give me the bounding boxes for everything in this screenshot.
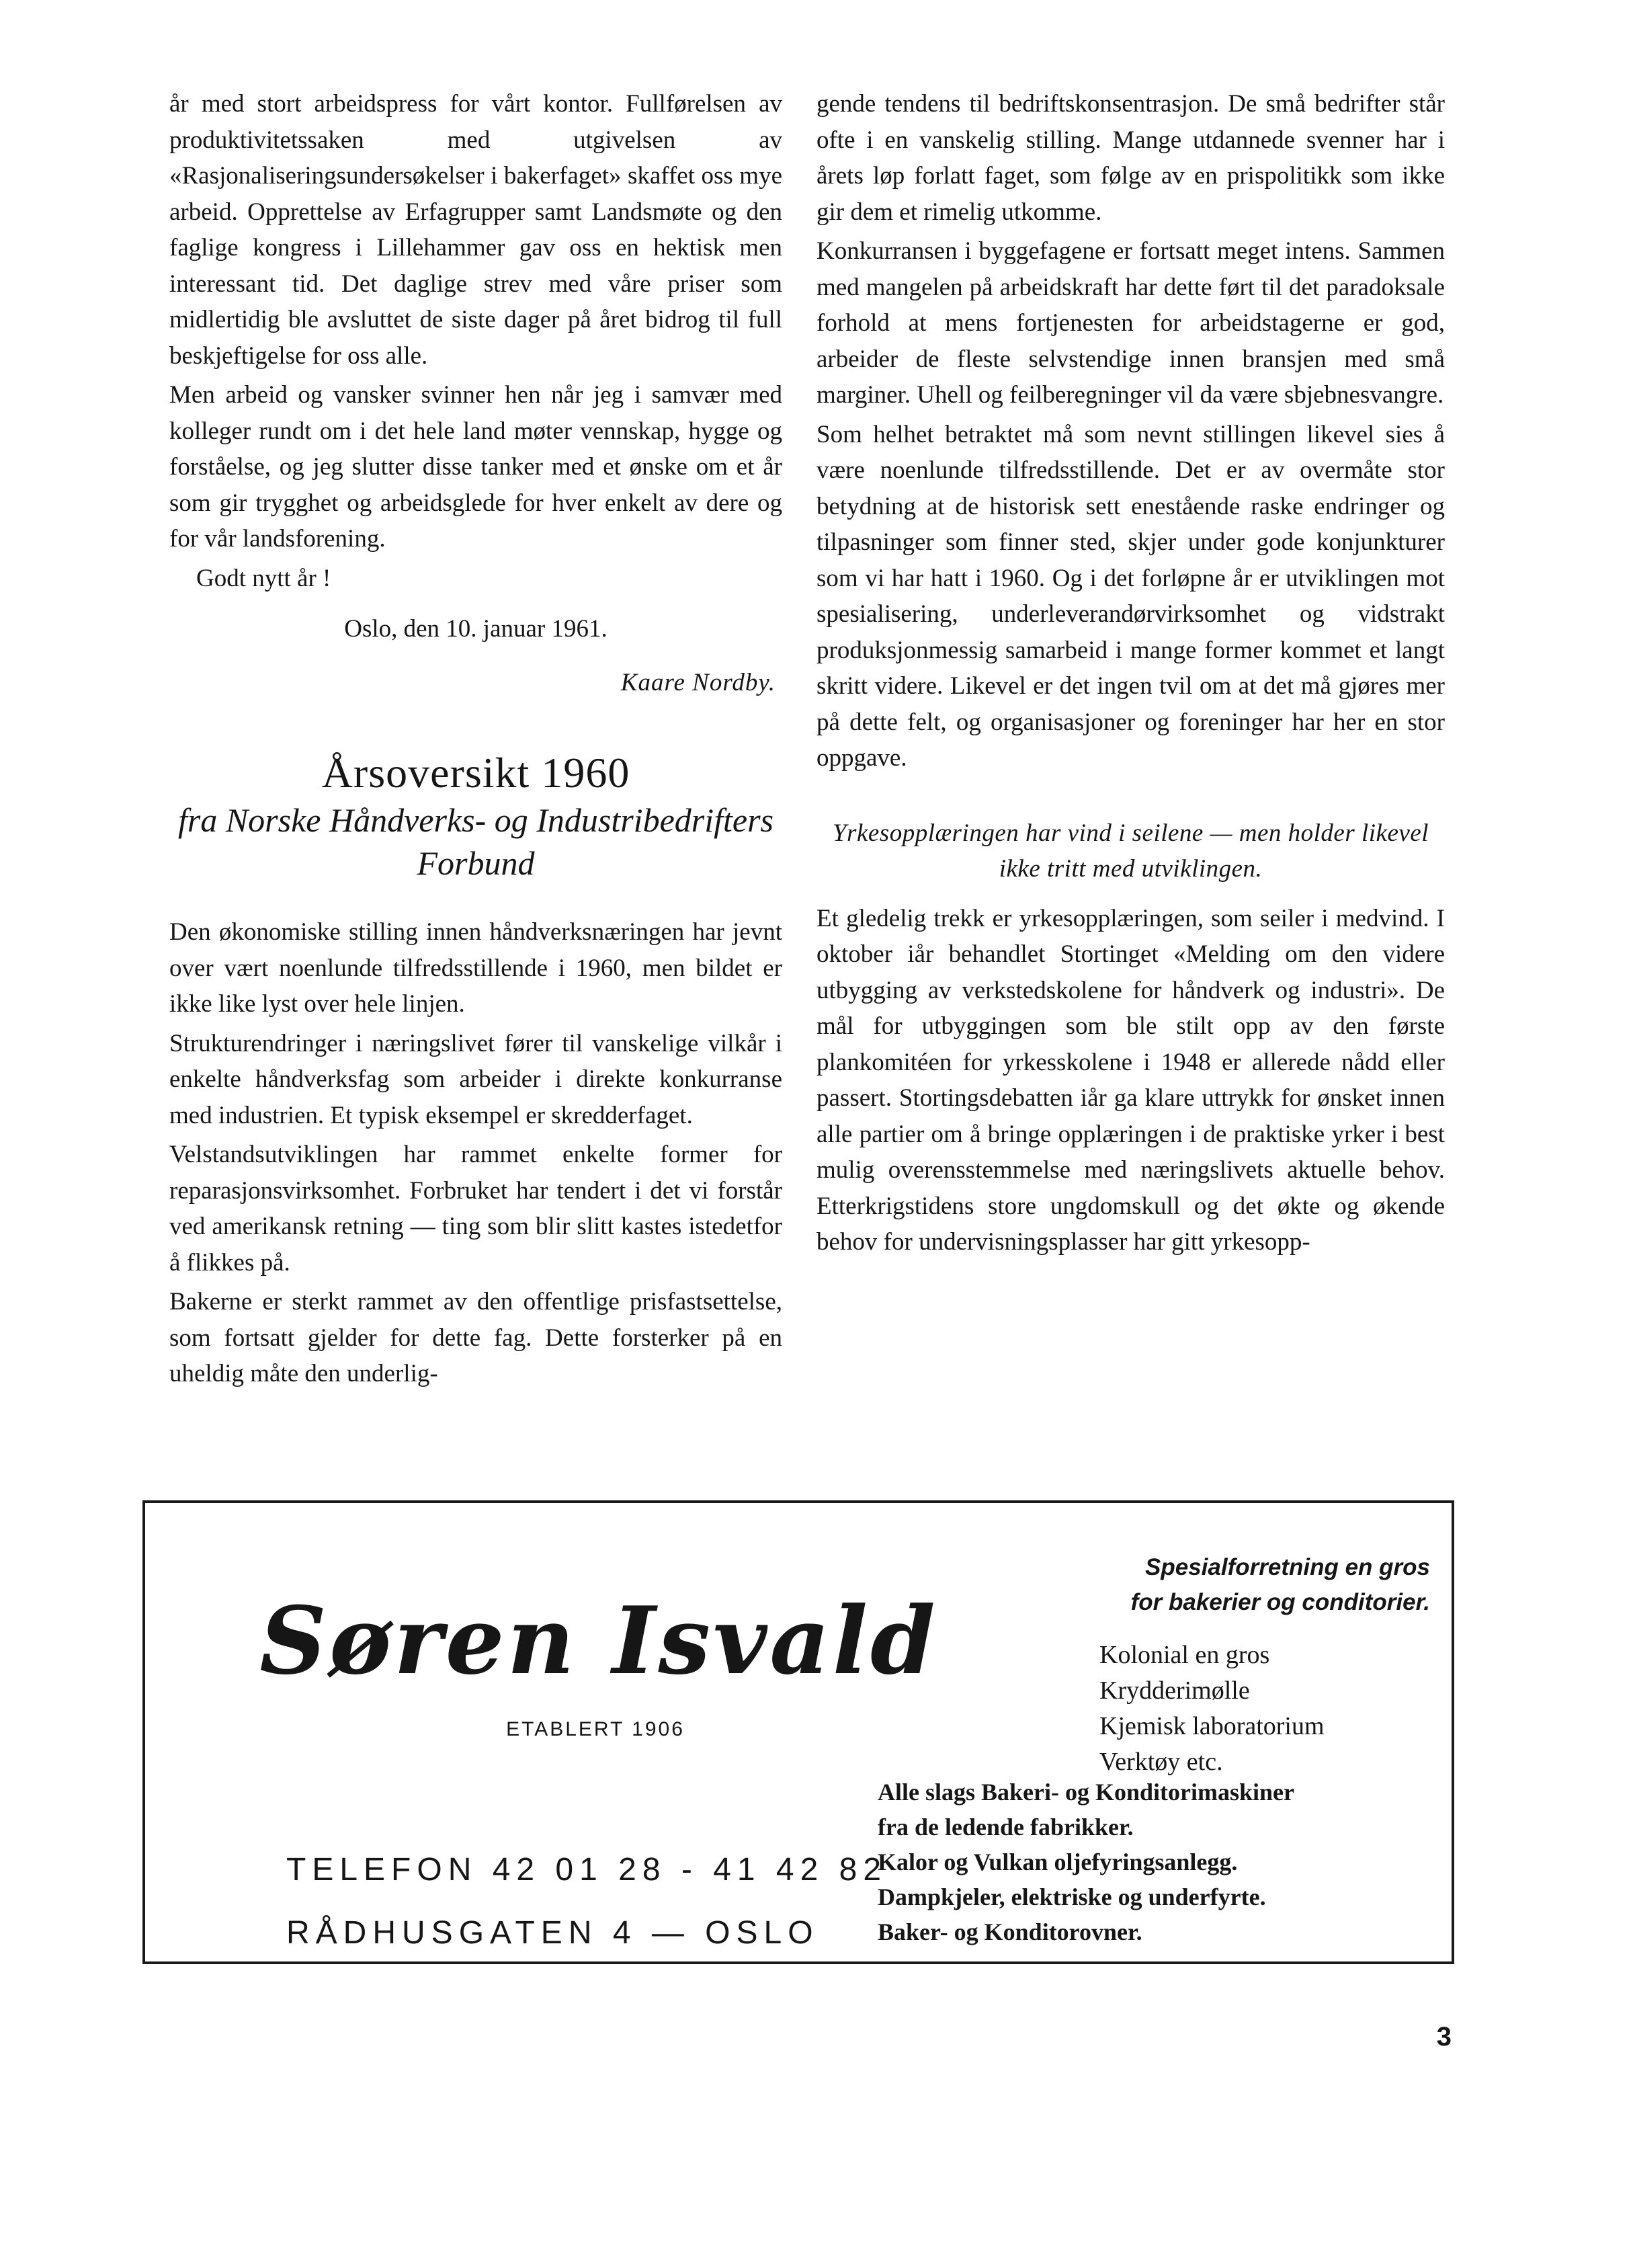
right-paragraph-4: Et gledelig trekk er yrkesopplæringen, som seiler i medvind. I oktober iår behandlet Stortinget «Melding om den videre utbygging av verkstedskolene for håndverk og industri». De mål for utbyggingen som ble stilt opp av den første plankomitéen for yrkesskolene i 1948 er allerede nådd eller passert. Stortingsdebatten iår ga klare uttrykk for ønsket innen alle partier om å bringe opplæringen i de praktiske yrker i best mulig overensstemmelse med næringslivets aktuelle behov. Etterkrigstidens store ungdomskull og det økte og økende behov for undervisningsplasser har gitt yrkesopp- <box>816 904 1445 1256</box>
article-paragraph-3: Velstandsutviklingen har rammet enkelte former for reparasjonsvirksomhet. Forbruket har tendert i det vi forstår ved amerikansk retning — ting som blir slitt kastes istedetfor å flikkes på. <box>169 1141 782 1277</box>
article-heading <box>169 747 782 885</box>
established-label: ETABLERT 1906 <box>506 1718 685 1740</box>
product-item: Kjemisk laboratorium <box>1099 1712 1325 1740</box>
intro-paragraph-2: Men arbeid og vansker svinner hen når jeg i samvær med kolleger rundt om i det hele land møter vennskap, hygge og forståelse, og jeg slutter disse tanker med et ønske om et år som gir trygghet og arbeidsglede for hver enkelt av dere og for vår landsforening. <box>169 381 782 553</box>
product-item: Krydderimølle <box>1099 1676 1250 1705</box>
page-number: 3 <box>1436 2022 1452 2052</box>
signature: Kaare Nordby. <box>620 668 776 696</box>
machinery-item: Dampkjeler, elektriske og underfyrte. <box>878 1884 1266 1910</box>
article-paragraph-1: Den økonomiske stilling innen håndverksnæringen har jevnt over vært noenlunde tilfredsstillende i 1960, men bildet er ikke like lyst over hele linjen. <box>169 918 782 1018</box>
article-paragraph-2: Strukturendringer i næringslivet fører til vanskelige vilkår i enkelte håndverksfag som arbeider i direkte konkurranse med industrien. Et typisk eksempel er skredderfaget. <box>169 1029 782 1129</box>
dateline: Oslo, den 10. januar 1961. <box>344 615 608 643</box>
article-paragraph-4: Bakerne er sterkt rammet av den offentlige prisfastsettelse, som fortsatt gjelder for dette fag. Dette forsterker på en uheldig måte den underlig- <box>169 1288 782 1387</box>
left-column <box>169 86 782 1395</box>
right-paragraph-1: gende tendens til bedriftskonsentrasjon. De små bedrifter står ofte i en vanskelig stilling. Mange utdannede svenner har i årets løp forlatt faget, som følge av en prispolitikk som ikke gir dem et rimelig utkomme. <box>816 90 1445 226</box>
advertisement-box <box>142 1500 1454 1964</box>
machinery-item: Baker- og Konditorovner. <box>878 1918 1142 1945</box>
product-list <box>1099 1637 1435 1780</box>
specialty-line: Spesialforretning en gros <box>1145 1554 1430 1580</box>
machinery-item: Alle slags Bakeri- og Konditorimaskiner <box>878 1779 1294 1806</box>
machinery-item: fra de ledende fabrikker. <box>878 1814 1134 1840</box>
specialty-text <box>1027 1550 1430 1620</box>
right-paragraph-2: Konkurransen i byggefagene er fortsatt meget intens. Sammen med mangelen på arbeidskraft har dette ført til det paradoksale forhold at mens fortjenesten for arbeidstagerne er god, arbeider de fleste selvstendige innen bransjen med små marginer. Uhell og feilberegninger vil da være sbjebnesvangre. <box>816 237 1445 409</box>
street-address: RÅDHUSGATEN 4 — OSLO <box>286 1915 819 1951</box>
greeting: Godt nytt år ! <box>196 564 331 592</box>
right-column <box>816 86 1445 1264</box>
product-item: Kolonial en gros <box>1099 1641 1270 1669</box>
intro-paragraph-1: år med stort arbeidspress for vårt kontor. Fullførelsen av produktivitetssaken med utgivelsen av «Rasjonaliseringsundersøkelser i bakerfaget» skaffet oss mye arbeid. Opprettelse av Erfagrupper samt Landsmøte og den faglige kongress i Lillehammer gav oss en hektisk men interessant tid. Det daglige strev med våre priser som midlertidig ble avsluttet de siste dager på året bidrog til full beskjeftigelse for oss alle. <box>169 90 782 370</box>
machinery-list <box>878 1775 1449 1949</box>
section-subheading: Yrkesopplæringen har vind i seilene — men holder likevel ikke tritt med utviklingen. <box>832 819 1429 883</box>
phone-numbers: TELEFON 42 01 28 - 41 42 82 <box>286 1852 888 1888</box>
article-subtitle: fra Norske Håndverks- og Industribedrifters Forbund <box>177 801 774 882</box>
article-title: Årsoversikt 1960 <box>321 749 630 797</box>
right-paragraph-3: Som helhet betraktet må som nevnt stillingen likevel sies å være noenlunde tilfredsstillende. Det er av overmåte stor betydning at de historisk sett enestående raske endringer og tilpasninger som finner sted, skjer under gode konjunkturer som vi har hatt i 1960. Og i det forløpne år er utviklingen mot spesialisering, underleverandørvirksomhet og vidstrakt produksjonmessig samarbeid i mange former kommet et langt skritt videre. Likevel er det ingen tvil om at det må gjøres mer på dette felt, og organisasjoner og foreninger har her en stor oppgave. <box>816 420 1445 772</box>
machinery-item: Kalor og Vulkan oljefyringsanlegg. <box>878 1849 1238 1875</box>
company-name-logo: Søren Isvald <box>259 1586 938 1695</box>
specialty-line: for bakerier og conditorier. <box>1130 1589 1430 1615</box>
product-item: Verktøy etc. <box>1099 1748 1223 1776</box>
